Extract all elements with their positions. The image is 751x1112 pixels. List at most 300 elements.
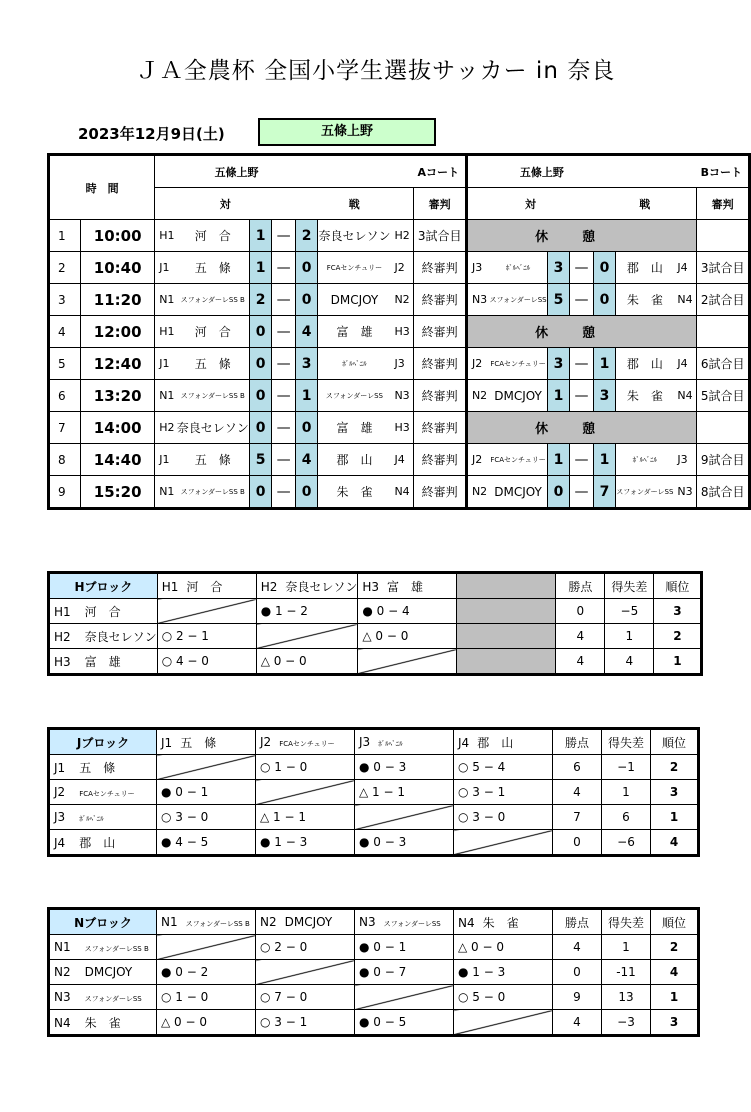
home-score: 0 (547, 476, 570, 509)
match-header-b2: 戦 (593, 188, 697, 220)
row-team (49, 755, 157, 780)
home-team-code: N3 (466, 284, 489, 316)
row-team (49, 960, 157, 985)
team-name: 奈良セレソン (285, 579, 358, 594)
block-header-row (49, 909, 699, 935)
team-code: H3 (54, 654, 71, 669)
home-team-name: 五 條 (177, 348, 250, 380)
away-team-name: 朱 雀 (616, 284, 674, 316)
court-a-name: 五條上野 (155, 155, 318, 188)
referee-assignment: 2試合目 (697, 284, 750, 316)
team-code: J4 (458, 735, 470, 750)
schedule-row (49, 444, 750, 476)
stat-points: 7 (553, 805, 602, 830)
match-number: 5 (49, 348, 81, 380)
home-score: 5 (249, 444, 272, 476)
team-name: 富 雄 (84, 654, 121, 669)
result-cell: ● 4 − 5 (157, 830, 256, 856)
away-team-code: N3 (390, 380, 413, 412)
match-time: 14:40 (81, 444, 155, 476)
match-number: 7 (49, 412, 81, 444)
away-team-code: H3 (390, 412, 413, 444)
away-score: 0 (295, 412, 318, 444)
stats-header-rank: 順位 (654, 573, 702, 599)
home-score: 3 (547, 252, 570, 284)
team-name: 朱 雀 (482, 915, 519, 930)
stat-rank: 2 (651, 755, 699, 780)
schedule-row (49, 380, 750, 412)
referee-assignment: 3試合目 (697, 252, 750, 284)
home-team-code: H1 (155, 220, 177, 252)
result-cell: ○ 7 − 0 (256, 985, 355, 1010)
referee-assignment: 5試合目 (697, 380, 750, 412)
away-score: 7 (593, 476, 616, 509)
gray-cell (457, 573, 556, 599)
match-number: 8 (49, 444, 81, 476)
block-name: Nブロック (49, 909, 157, 935)
match-time: 11:20 (81, 284, 155, 316)
stats-header-diff: 得失差 (602, 729, 651, 755)
score-dash: — (272, 284, 295, 316)
stat-rank: 1 (651, 985, 699, 1010)
schedule-row (49, 412, 750, 444)
result-cell (358, 649, 457, 675)
score-dash: — (570, 348, 593, 380)
stats-header-points: 勝点 (556, 573, 605, 599)
score-dash: — (272, 412, 295, 444)
away-team-code: J4 (673, 252, 696, 284)
result-cell (157, 755, 256, 780)
away-team-name: 朱 雀 (616, 380, 674, 412)
block-col-header (454, 729, 553, 755)
team-code: N3 (359, 915, 376, 929)
away-team-code: J3 (673, 444, 696, 476)
stat-rank: 4 (651, 960, 699, 985)
stat-rank: 3 (651, 780, 699, 805)
away-team-name: 富 雄 (318, 316, 391, 348)
result-cell (256, 624, 358, 649)
away-team-name: FCAセンチュリー (318, 252, 391, 284)
stats-header-points: 勝点 (553, 729, 602, 755)
team-code: H2 (54, 629, 71, 644)
away-team-name: DMCJOY (318, 284, 391, 316)
home-team-code: N2 (466, 476, 489, 509)
rest-cell: 休憩 (466, 412, 696, 444)
away-team-code: H3 (390, 316, 413, 348)
result-cell (157, 935, 256, 960)
referee-assignment: 3試合目 (414, 220, 467, 252)
away-team-name: ﾎﾞﾙﾍﾞﾆﾙ (318, 348, 391, 380)
away-score: 2 (295, 220, 318, 252)
away-team-code: N3 (673, 476, 696, 509)
away-team-name: 郡 山 (616, 252, 674, 284)
gray-cell (457, 649, 556, 675)
result-cell: ● 1 − 3 (454, 960, 553, 985)
score-dash: — (272, 252, 295, 284)
team-code: J1 (161, 735, 173, 750)
block-team-row (49, 830, 699, 856)
row-team (49, 649, 158, 675)
result-cell: ○ 1 − 0 (256, 755, 355, 780)
result-cell: ○ 3 − 1 (256, 1010, 355, 1036)
result-cell (157, 599, 256, 624)
page-title: ＪＡ全農杯 全国小学生選抜サッカー in 奈良 (135, 58, 616, 84)
block-col-header (157, 909, 256, 935)
score-dash: — (272, 444, 295, 476)
team-code: J4 (54, 835, 66, 850)
home-score: 1 (249, 252, 272, 284)
result-cell: ● 0 − 5 (355, 1010, 454, 1036)
home-team-name: 五 條 (177, 252, 250, 284)
away-team-name: 朱 雀 (318, 476, 391, 509)
away-team-name: 富 雄 (318, 412, 391, 444)
rest-cell: 休憩 (466, 220, 696, 252)
team-name: FCAセンチュリー (279, 740, 335, 748)
away-team-code: N4 (673, 380, 696, 412)
team-code: J2 (260, 735, 272, 749)
match-header-b1: 対 (466, 188, 593, 220)
stat-diff: 1 (602, 780, 651, 805)
match-number: 9 (49, 476, 81, 509)
stat-diff: −6 (602, 830, 651, 856)
away-score: 0 (295, 284, 318, 316)
block-team-row (49, 805, 699, 830)
score-dash: — (272, 476, 295, 509)
result-cell: ● 0 − 4 (358, 599, 457, 624)
court-b-label: Bコート (616, 155, 750, 188)
home-team-code: J1 (155, 348, 177, 380)
match-number: 2 (49, 252, 81, 284)
referee-assignment: 終審判 (414, 444, 467, 476)
stats-header-diff: 得失差 (605, 573, 654, 599)
result-cell: ● 0 − 1 (355, 935, 454, 960)
result-cell (256, 780, 355, 805)
away-score: 3 (593, 380, 616, 412)
result-cell: ● 0 − 3 (355, 830, 454, 856)
schedule-row (49, 284, 750, 316)
team-code: H1 (161, 579, 179, 594)
away-team-name: スフォンダーレSS (318, 380, 391, 412)
away-team-code: N4 (673, 284, 696, 316)
stats-header-diff: 得失差 (602, 909, 651, 935)
team-name: 富 雄 (387, 579, 424, 594)
team-code: N2 (54, 965, 71, 979)
stat-points: 4 (553, 780, 602, 805)
team-code: J3 (54, 810, 66, 824)
home-score: 1 (249, 220, 272, 252)
stat-diff: 13 (602, 985, 651, 1010)
team-name: FCAセンチュリー (79, 790, 135, 798)
referee-assignment: 終審判 (414, 476, 467, 509)
result-cell: △ 0 − 0 (157, 1010, 256, 1036)
away-score: 0 (593, 252, 616, 284)
result-cell (454, 1010, 553, 1036)
block-team-row (49, 649, 702, 675)
home-team-name: FCAセンチュリー (490, 348, 548, 380)
result-cell (256, 960, 355, 985)
block-name: Jブロック (49, 729, 157, 755)
block-header-row (49, 573, 702, 599)
result-cell: ● 0 − 3 (355, 755, 454, 780)
team-name: 五 條 (79, 760, 116, 775)
home-score: 0 (249, 380, 272, 412)
gray-cell (457, 624, 556, 649)
result-cell (355, 985, 454, 1010)
team-name: 河 合 (84, 604, 121, 619)
result-cell: ● 0 − 1 (157, 780, 256, 805)
team-name: スフォンダーレSS (383, 920, 441, 928)
stat-diff: 1 (605, 624, 654, 649)
home-team-name: DMCJOY (490, 476, 548, 509)
schedule-row (49, 316, 750, 348)
away-team-code: N2 (390, 284, 413, 316)
stat-diff: -11 (602, 960, 651, 985)
rest-cell: 休憩 (466, 316, 696, 348)
result-cell: ○ 1 − 0 (157, 985, 256, 1010)
team-code: H2 (260, 579, 278, 594)
referee-assignment: 終審判 (414, 348, 467, 380)
schedule-row (49, 348, 750, 380)
stat-points: 6 (553, 755, 602, 780)
result-cell: ○ 4 − 0 (157, 649, 256, 675)
result-cell: ○ 3 − 0 (157, 805, 256, 830)
result-cell: ○ 2 − 0 (256, 935, 355, 960)
match-time: 12:40 (81, 348, 155, 380)
block-team-row (49, 1010, 699, 1036)
home-score: 1 (547, 380, 570, 412)
block-col-header (256, 909, 355, 935)
away-team-code: H2 (390, 220, 413, 252)
away-team-name: ﾎﾞﾙﾍﾞﾆﾙ (616, 444, 674, 476)
block-col-header (256, 729, 355, 755)
match-time: 13:20 (81, 380, 155, 412)
block-team-row (49, 624, 702, 649)
team-name: DMCJOY (284, 915, 333, 929)
referee-assignment: 6試合目 (697, 348, 750, 380)
block-col-header (157, 729, 256, 755)
stats-header-rank: 順位 (651, 729, 699, 755)
away-score: 1 (593, 444, 616, 476)
home-team-name: DMCJOY (490, 380, 548, 412)
score-dash: — (570, 476, 593, 509)
match-number: 3 (49, 284, 81, 316)
team-code: N2 (260, 915, 277, 929)
match-header-a2: 戦 (295, 188, 414, 220)
away-team-name: 郡 山 (616, 348, 674, 380)
score-dash: — (570, 380, 593, 412)
team-code: H3 (362, 579, 380, 594)
result-cell: △ 1 − 1 (355, 780, 454, 805)
referee-assignment: 終審判 (414, 412, 467, 444)
home-score: 5 (547, 284, 570, 316)
home-team-name: ﾎﾞﾙﾍﾞﾆﾙ (490, 252, 548, 284)
time-header: 時 間 (49, 155, 155, 220)
match-time: 12:00 (81, 316, 155, 348)
away-team-name: 郡 山 (318, 444, 391, 476)
away-score: 1 (295, 380, 318, 412)
h-block-table (47, 571, 703, 676)
home-team-name: FCAセンチュリー (490, 444, 548, 476)
score-dash: — (272, 316, 295, 348)
match-time: 14:00 (81, 412, 155, 444)
result-cell: ● 1 − 2 (256, 599, 358, 624)
stat-diff: −5 (605, 599, 654, 624)
team-name: 郡 山 (79, 835, 116, 850)
team-name: スフォンダーレSS B (84, 945, 149, 953)
away-team-name: 奈良セレソン (318, 220, 391, 252)
row-team (49, 935, 157, 960)
home-score: 2 (249, 284, 272, 316)
block-col-header (157, 573, 256, 599)
block-col-header (454, 909, 553, 935)
row-team (49, 1010, 157, 1036)
team-name: ﾎﾞﾙﾍﾞﾆﾙ (378, 740, 403, 748)
stat-rank: 4 (651, 830, 699, 856)
away-team-code: J4 (673, 348, 696, 380)
block-team-row (49, 780, 699, 805)
block-col-header (256, 573, 358, 599)
stat-points: 4 (553, 935, 602, 960)
result-cell: ● 0 − 2 (157, 960, 256, 985)
referee-assignment: 終審判 (414, 380, 467, 412)
result-cell: ○ 5 − 0 (454, 985, 553, 1010)
home-score: 0 (249, 476, 272, 509)
away-score: 4 (295, 444, 318, 476)
stats-header-rank: 順位 (651, 909, 699, 935)
away-score: 0 (295, 476, 318, 509)
match-time: 10:40 (81, 252, 155, 284)
home-team-name: スフォンダーレSS B (177, 380, 250, 412)
away-team-name: スフォンダーレSS (616, 476, 674, 509)
stat-rank: 3 (654, 599, 702, 624)
home-team-name: スフォンダーレSS B (177, 476, 250, 509)
match-time: 10:00 (81, 220, 155, 252)
team-name: 朱 雀 (84, 1015, 121, 1030)
stat-rank: 1 (651, 805, 699, 830)
venue-label: 五條上野 (258, 118, 436, 146)
score-dash: — (272, 380, 295, 412)
stat-rank: 2 (651, 935, 699, 960)
stat-points: 4 (553, 1010, 602, 1036)
home-score: 0 (249, 348, 272, 380)
block-col-header (355, 909, 454, 935)
home-score: 0 (249, 412, 272, 444)
block-col-header (355, 729, 454, 755)
match-number: 4 (49, 316, 81, 348)
match-time: 15:20 (81, 476, 155, 509)
away-team-code: J4 (390, 444, 413, 476)
stat-rank: 3 (651, 1010, 699, 1036)
team-name: ﾎﾞﾙﾍﾞﾆﾙ (79, 815, 104, 823)
block-name: Hブロック (49, 573, 158, 599)
n-block-table (47, 907, 700, 1037)
home-team-code: J3 (466, 252, 489, 284)
home-team-name: 奈良セレソン (177, 412, 250, 444)
score-dash: — (272, 220, 295, 252)
result-cell: ○ 2 − 1 (157, 624, 256, 649)
stat-diff: 6 (602, 805, 651, 830)
stat-points: 4 (556, 624, 605, 649)
ref-header-a: 審判 (414, 188, 467, 220)
block-header-row (49, 729, 699, 755)
row-team (49, 599, 158, 624)
result-cell: △ 1 − 1 (256, 805, 355, 830)
row-team (49, 830, 157, 856)
j-block-table (47, 727, 700, 857)
score-dash: — (570, 252, 593, 284)
score-dash: — (570, 284, 593, 316)
home-team-code: J1 (155, 252, 177, 284)
team-name: 五 條 (180, 735, 217, 750)
stat-rank: 1 (654, 649, 702, 675)
home-team-name: 河 合 (177, 220, 250, 252)
stat-rank: 2 (654, 624, 702, 649)
result-cell: ● 1 − 3 (256, 830, 355, 856)
stat-diff: 4 (605, 649, 654, 675)
stat-points: 9 (553, 985, 602, 1010)
team-name: 河 合 (186, 579, 223, 594)
home-score: 1 (547, 444, 570, 476)
result-cell (355, 805, 454, 830)
team-code: N4 (458, 915, 475, 930)
team-code: N3 (54, 990, 71, 1004)
stats-header-points: 勝点 (553, 909, 602, 935)
team-name: スフォンダーレSS (84, 995, 142, 1003)
schedule-table (47, 153, 751, 510)
row-team (49, 805, 157, 830)
away-team-code: N4 (390, 476, 413, 509)
team-code: H1 (54, 604, 71, 619)
stat-diff: −3 (602, 1010, 651, 1036)
away-team-code: J2 (390, 252, 413, 284)
court-b-name: 五條上野 (466, 155, 615, 188)
block-col-header (358, 573, 457, 599)
stat-points: 0 (556, 599, 605, 624)
row-team (49, 624, 158, 649)
schedule-row (49, 252, 750, 284)
home-team-code: N1 (155, 380, 177, 412)
home-team-code: N1 (155, 476, 177, 509)
away-team-code: J3 (390, 348, 413, 380)
ref-empty (697, 412, 750, 444)
away-score: 1 (593, 348, 616, 380)
home-team-code: N1 (155, 284, 177, 316)
match-number: 1 (49, 220, 81, 252)
home-team-name: 五 條 (177, 444, 250, 476)
team-code: N1 (161, 915, 178, 929)
home-team-name: スフォンダーレSS (490, 284, 548, 316)
result-cell: △ 0 − 0 (256, 649, 358, 675)
referee-assignment: 終審判 (414, 284, 467, 316)
team-name: スフォンダーレSS B (185, 920, 250, 928)
block-team-row (49, 935, 699, 960)
team-code: J3 (359, 735, 371, 749)
away-score: 0 (593, 284, 616, 316)
score-dash: — (272, 348, 295, 380)
gray-cell (457, 599, 556, 624)
ref-header-b: 審判 (697, 188, 750, 220)
schedule-row (49, 220, 750, 252)
referee-assignment: 終審判 (414, 252, 467, 284)
event-date: 2023年12月9日(土) (78, 125, 225, 143)
result-cell: ○ 5 − 4 (454, 755, 553, 780)
home-team-code: H1 (155, 316, 177, 348)
row-team (49, 985, 157, 1010)
block-team-row (49, 755, 699, 780)
block-team-row (49, 960, 699, 985)
away-score: 4 (295, 316, 318, 348)
referee-assignment: 9試合目 (697, 444, 750, 476)
